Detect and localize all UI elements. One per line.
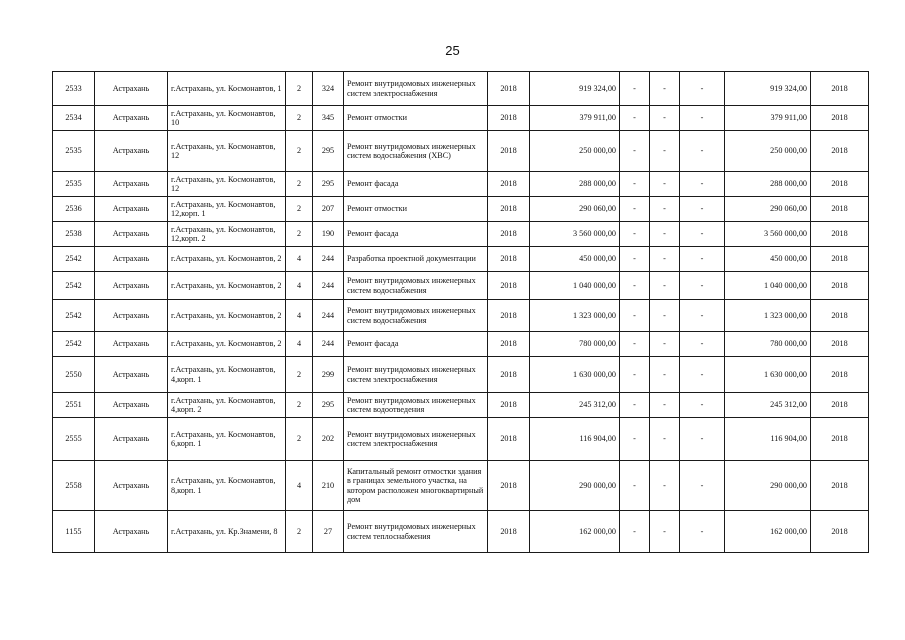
total-cell: 1 630 000,00 [725,357,811,393]
dash-cell: - [620,247,650,272]
floors-cell: 2 [286,393,313,418]
floors-cell: 2 [286,357,313,393]
year-cell: 2018 [488,300,530,332]
dash-cell: - [620,332,650,357]
amount-cell: 250 000,00 [530,131,620,172]
amount-cell: 1 323 000,00 [530,300,620,332]
page-number: 25 [445,43,460,58]
object-id-cell: 1155 [53,511,95,553]
address-cell: г.Астрахань, ул. Кр.Знамени, 8 [168,511,286,553]
dash-cell: - [620,461,650,511]
object-id-cell: 2542 [53,300,95,332]
dash-cell: - [680,461,725,511]
dash-cell: - [680,106,725,131]
total-cell: 288 000,00 [725,172,811,197]
count-cell: 295 [313,131,344,172]
dash-cell: - [680,197,725,222]
object-id-cell: 2534 [53,106,95,131]
total-cell: 919 324,00 [725,72,811,106]
work-type-cell: Ремонт внутридомовых инженерных систем электроснабжения [344,72,488,106]
dash-cell: - [680,393,725,418]
end-year-cell: 2018 [811,393,869,418]
dash-cell: - [620,172,650,197]
work-type-cell: Ремонт внутридомовых инженерных систем электроснабжения [344,418,488,461]
table-row [53,357,869,393]
object-id-cell: 2538 [53,222,95,247]
object-id-cell: 2536 [53,197,95,222]
city-cell: Астрахань [95,72,168,106]
dash-cell: - [680,131,725,172]
total-cell: 450 000,00 [725,247,811,272]
amount-cell: 288 000,00 [530,172,620,197]
floors-cell: 2 [286,418,313,461]
address-cell: г.Астрахань, ул. Космонавтов, 8,корп. 1 [168,461,286,511]
work-type-cell: Ремонт отмостки [344,106,488,131]
end-year-cell: 2018 [811,222,869,247]
dash-cell: - [680,511,725,553]
work-type-cell: Ремонт внутридомовых инженерных систем электроснабжения [344,357,488,393]
total-cell: 780 000,00 [725,332,811,357]
dash-cell: - [620,418,650,461]
year-cell: 2018 [488,247,530,272]
table-row [53,418,869,461]
year-cell: 2018 [488,461,530,511]
floors-cell: 4 [286,332,313,357]
total-cell: 162 000,00 [725,511,811,553]
dash-cell: - [680,222,725,247]
address-cell: г.Астрахань, ул. Космонавтов, 10 [168,106,286,131]
object-id-cell: 2535 [53,172,95,197]
table-row [53,247,869,272]
year-cell: 2018 [488,106,530,131]
address-cell: г.Астрахань, ул. Космонавтов, 4,корп. 1 [168,357,286,393]
end-year-cell: 2018 [811,272,869,300]
total-cell: 116 904,00 [725,418,811,461]
floors-cell: 2 [286,106,313,131]
dash-cell: - [650,72,680,106]
object-id-cell: 2542 [53,247,95,272]
end-year-cell: 2018 [811,511,869,553]
amount-cell: 450 000,00 [530,247,620,272]
year-cell: 2018 [488,197,530,222]
work-type-cell: Ремонт внутридомовых инженерных систем водоснабжения [344,300,488,332]
table-row [53,106,869,131]
dash-cell: - [620,197,650,222]
dash-cell: - [620,131,650,172]
year-cell: 2018 [488,418,530,461]
work-type-cell: Разработка проектной документации [344,247,488,272]
city-cell: Астрахань [95,393,168,418]
count-cell: 207 [313,197,344,222]
end-year-cell: 2018 [811,357,869,393]
object-id-cell: 2533 [53,72,95,106]
city-cell: Астрахань [95,332,168,357]
city-cell: Астрахань [95,418,168,461]
count-cell: 295 [313,172,344,197]
city-cell: Астрахань [95,272,168,300]
floors-cell: 4 [286,247,313,272]
table-row [53,131,869,172]
floors-cell: 4 [286,461,313,511]
end-year-cell: 2018 [811,418,869,461]
amount-cell: 780 000,00 [530,332,620,357]
floors-cell: 2 [286,511,313,553]
address-cell: г.Астрахань, ул. Космонавтов, 2 [168,272,286,300]
dash-cell: - [680,172,725,197]
total-cell: 290 060,00 [725,197,811,222]
total-cell: 1 040 000,00 [725,272,811,300]
dash-cell: - [620,222,650,247]
city-cell: Астрахань [95,357,168,393]
year-cell: 2018 [488,272,530,300]
year-cell: 2018 [488,332,530,357]
table-row [53,332,869,357]
dash-cell: - [680,272,725,300]
dash-cell: - [650,461,680,511]
total-cell: 379 911,00 [725,106,811,131]
address-cell: г.Астрахань, ул. Космонавтов, 12 [168,172,286,197]
dash-cell: - [650,222,680,247]
table-row [53,72,869,106]
dash-cell: - [650,332,680,357]
object-id-cell: 2550 [53,357,95,393]
year-cell: 2018 [488,511,530,553]
address-cell: г.Астрахань, ул. Космонавтов, 12,корп. 1 [168,197,286,222]
year-cell: 2018 [488,393,530,418]
dash-cell: - [680,332,725,357]
dash-cell: - [650,511,680,553]
amount-cell: 245 312,00 [530,393,620,418]
end-year-cell: 2018 [811,332,869,357]
count-cell: 244 [313,272,344,300]
amount-cell: 290 060,00 [530,197,620,222]
address-cell: г.Астрахань, ул. Космонавтов, 12,корп. 2 [168,222,286,247]
table-row [53,393,869,418]
amount-cell: 3 560 000,00 [530,222,620,247]
dash-cell: - [620,300,650,332]
work-type-cell: Ремонт фасада [344,222,488,247]
address-cell: г.Астрахань, ул. Космонавтов, 2 [168,300,286,332]
amount-cell: 116 904,00 [530,418,620,461]
dash-cell: - [650,272,680,300]
city-cell: Астрахань [95,461,168,511]
floors-cell: 2 [286,131,313,172]
dash-cell: - [680,300,725,332]
total-cell: 290 000,00 [725,461,811,511]
count-cell: 190 [313,222,344,247]
work-type-cell: Ремонт фасада [344,172,488,197]
city-cell: Астрахань [95,222,168,247]
amount-cell: 379 911,00 [530,106,620,131]
dash-cell: - [650,172,680,197]
year-cell: 2018 [488,222,530,247]
floors-cell: 4 [286,300,313,332]
floors-cell: 2 [286,222,313,247]
end-year-cell: 2018 [811,197,869,222]
dash-cell: - [650,197,680,222]
dash-cell: - [650,247,680,272]
count-cell: 299 [313,357,344,393]
table-row [53,222,869,247]
dash-cell: - [620,357,650,393]
amount-cell: 1 040 000,00 [530,272,620,300]
dash-cell: - [650,106,680,131]
end-year-cell: 2018 [811,300,869,332]
year-cell: 2018 [488,131,530,172]
dash-cell: - [650,131,680,172]
count-cell: 295 [313,393,344,418]
end-year-cell: 2018 [811,461,869,511]
amount-cell: 290 000,00 [530,461,620,511]
dash-cell: - [680,418,725,461]
work-type-cell: Ремонт внутридомовых инженерных систем водоотведения [344,393,488,418]
count-cell: 244 [313,332,344,357]
dash-cell: - [650,300,680,332]
end-year-cell: 2018 [811,172,869,197]
table-row [53,300,869,332]
work-type-cell: Ремонт фасада [344,332,488,357]
dash-cell: - [620,106,650,131]
count-cell: 345 [313,106,344,131]
city-cell: Астрахань [95,106,168,131]
table-body [53,72,869,553]
amount-cell: 162 000,00 [530,511,620,553]
table-row [53,272,869,300]
table-row [53,197,869,222]
count-cell: 27 [313,511,344,553]
city-cell: Астрахань [95,511,168,553]
total-cell: 245 312,00 [725,393,811,418]
work-type-cell: Ремонт внутридомовых инженерных систем водоснабжения (ХВС) [344,131,488,172]
repair-register-table [52,71,869,553]
count-cell: 202 [313,418,344,461]
dash-cell: - [620,272,650,300]
work-type-cell: Ремонт отмостки [344,197,488,222]
count-cell: 210 [313,461,344,511]
table-row [53,172,869,197]
floors-cell: 2 [286,197,313,222]
work-type-cell: Ремонт внутридомовых инженерных систем теплоснабжения [344,511,488,553]
total-cell: 1 323 000,00 [725,300,811,332]
dash-cell: - [650,357,680,393]
dash-cell: - [650,393,680,418]
address-cell: г.Астрахань, ул. Космонавтов, 2 [168,332,286,357]
dash-cell: - [680,357,725,393]
year-cell: 2018 [488,357,530,393]
total-cell: 250 000,00 [725,131,811,172]
end-year-cell: 2018 [811,72,869,106]
count-cell: 324 [313,72,344,106]
dash-cell: - [650,418,680,461]
table-row [53,511,869,553]
address-cell: г.Астрахань, ул. Космонавтов, 1 [168,72,286,106]
floors-cell: 2 [286,72,313,106]
object-id-cell: 2558 [53,461,95,511]
amount-cell: 919 324,00 [530,72,620,106]
city-cell: Астрахань [95,197,168,222]
object-id-cell: 2555 [53,418,95,461]
object-id-cell: 2542 [53,272,95,300]
count-cell: 244 [313,247,344,272]
city-cell: Астрахань [95,247,168,272]
address-cell: г.Астрахань, ул. Космонавтов, 2 [168,247,286,272]
table-row [53,461,869,511]
city-cell: Астрахань [95,172,168,197]
end-year-cell: 2018 [811,131,869,172]
dash-cell: - [680,72,725,106]
amount-cell: 1 630 000,00 [530,357,620,393]
count-cell: 244 [313,300,344,332]
address-cell: г.Астрахань, ул. Космонавтов, 6,корп. 1 [168,418,286,461]
dash-cell: - [620,511,650,553]
floors-cell: 2 [286,172,313,197]
end-year-cell: 2018 [811,106,869,131]
year-cell: 2018 [488,72,530,106]
object-id-cell: 2551 [53,393,95,418]
dash-cell: - [620,72,650,106]
floors-cell: 4 [286,272,313,300]
object-id-cell: 2542 [53,332,95,357]
year-cell: 2018 [488,172,530,197]
city-cell: Астрахань [95,300,168,332]
dash-cell: - [680,247,725,272]
end-year-cell: 2018 [811,247,869,272]
dash-cell: - [620,393,650,418]
city-cell: Астрахань [95,131,168,172]
work-type-cell: Ремонт внутридомовых инженерных систем водоснабжения [344,272,488,300]
address-cell: г.Астрахань, ул. Космонавтов, 12 [168,131,286,172]
work-type-cell: Капитальный ремонт отмостки здания в границах земельного участка, на котором расположен многоквартирный дом [344,461,488,511]
object-id-cell: 2535 [53,131,95,172]
total-cell: 3 560 000,00 [725,222,811,247]
address-cell: г.Астрахань, ул. Космонавтов, 4,корп. 2 [168,393,286,418]
